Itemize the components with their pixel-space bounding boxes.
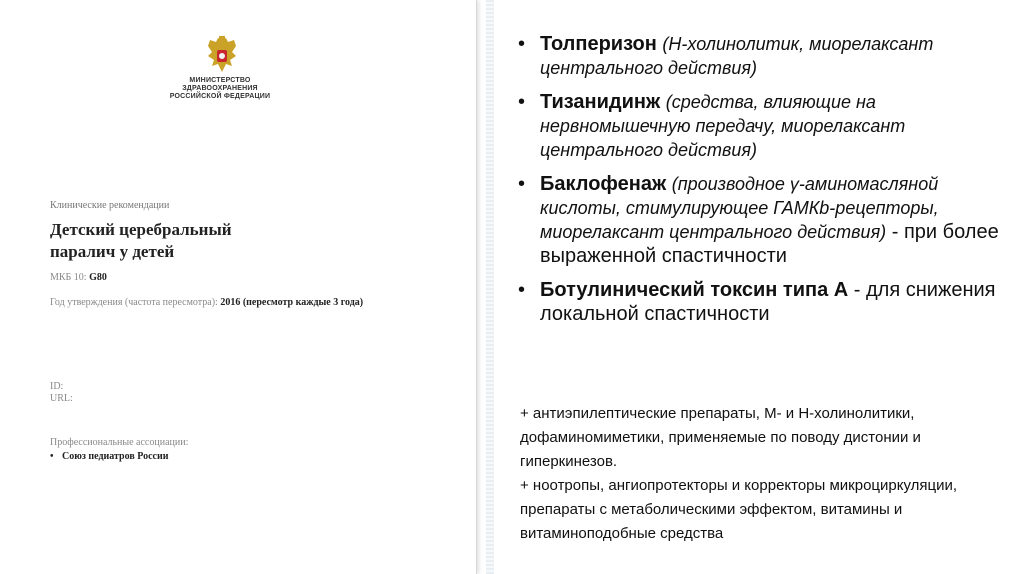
mkb-code: МКБ 10: G80 <box>50 272 107 283</box>
list-item: • Ботулинический токсин типа А - для снижения локальной спастичности <box>518 279 996 325</box>
ministry-name: МИНИСТЕРСТВО ЗДРАВООХРАНЕНИЯ РОССИЙСКОЙ ФЕДЕРАЦИИ <box>169 77 271 100</box>
id-label: ID: <box>50 381 64 392</box>
note-paragraph: + ноотропы, ангиопротекторы и корректоры микроциркуляции, препараты с метаболическими эффектом, витамины и витаминоподобные средства <box>520 477 958 542</box>
approval-year: Год утверждения (частота пересмотра): 2016 (пересмотр каждые 3 года) <box>50 297 364 308</box>
coat-of-arms-icon <box>204 36 240 76</box>
note-paragraph: + антиэпилептические препараты, М- и Н-холинолитики, дофаминомиметики, применяемые по поводу дистонии и гиперкинезов. <box>520 405 921 470</box>
additional-notes <box>520 402 1000 546</box>
page-divider <box>486 0 494 574</box>
url-label: URL: <box>50 393 73 404</box>
list-item: • Баклофенаж (производное γ-аминомасляной кислоты, стимулирующее ГАМКb-рецепторы, миорелаксант центрального действия) - при более выраженной спастичности <box>518 173 999 267</box>
list-item: • Тизанидинж (средства, влияющие на нервномышечную передачу, миорелаксант центрального действия) <box>518 91 906 160</box>
associations-label: Профессиональные ассоциации: <box>50 437 189 448</box>
document-page <box>0 0 477 574</box>
drug-list <box>514 32 1014 336</box>
list-item: • Толперизон (Н-холинолитик, миорелаксант центрального действия) <box>518 33 934 78</box>
association-item: • Союз педиатров России <box>50 451 169 462</box>
document-title: Детский церебральный паралич у детей <box>50 220 232 261</box>
document-type-label: Клинические рекомендации <box>50 200 170 211</box>
